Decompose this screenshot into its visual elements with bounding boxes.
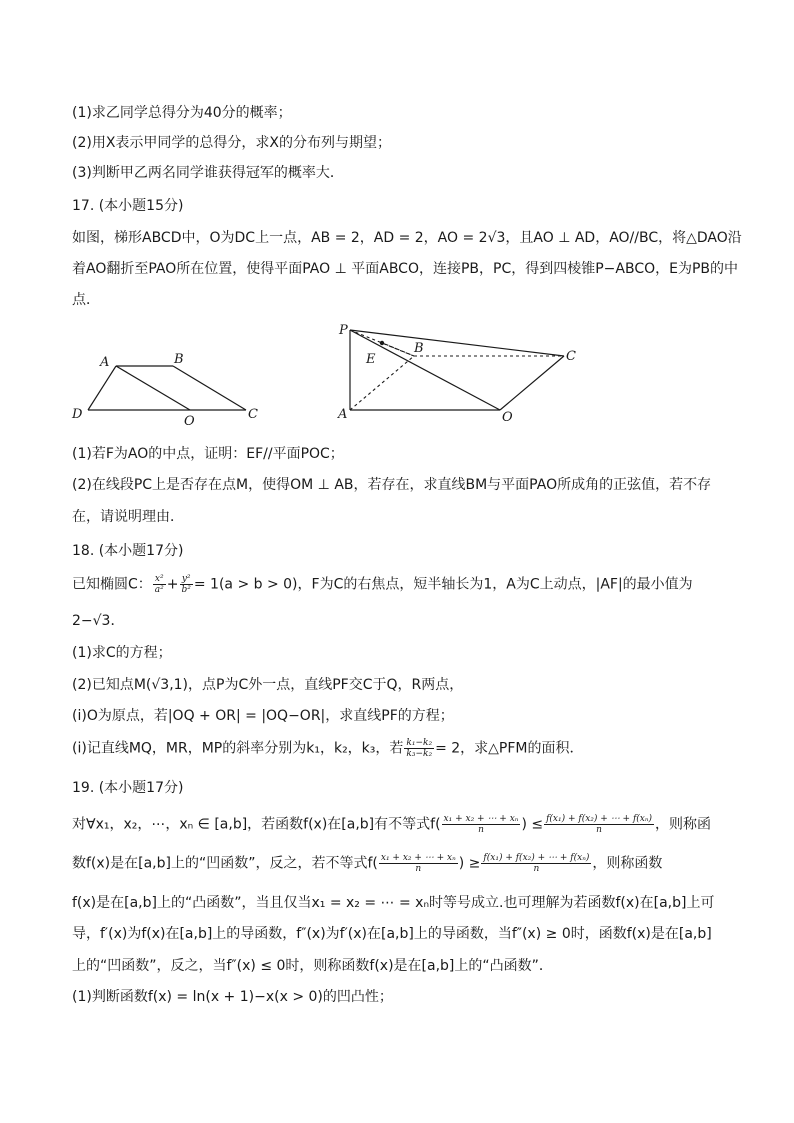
q16-part2: (2)用X表示甲同学的总得分，求X的分布列与期望；: [72, 135, 392, 151]
fraction-mean-f-2: $\frac{\text{f(x₁) + f(x₂) + ⋯ + f(xₙ)}}{n}$: [483, 853, 590, 874]
q17-part2-line1: (2)在线段PC上是否存在点M，使得OM ⊥ AB，若存在，求直线BM与平面PAO所成角的正弦值，若不存: [72, 477, 712, 493]
q16-part1: (1)求乙同学总得分为40分的概率；: [72, 105, 292, 121]
q18-stem-line1: [72, 574, 693, 595]
fig1-label-D: D: [72, 407, 83, 422]
fig2-label-A: A: [338, 407, 348, 422]
q19-part1: (1)判断函数f(x) = ln(x + 1)−x(x > 0)的凹凸性；: [72, 989, 393, 1005]
trapezoid-figure: [66, 346, 276, 428]
q19-line2-suffix: ，则称函数: [592, 855, 663, 872]
q18-header: 18. (本小题17分): [72, 543, 184, 559]
q18-part2-i: (i)O为原点，若|OQ + OR| = |OQ−OR|，求直线PF的方程；: [72, 708, 454, 724]
q18-part2-ii-suffix: = 2，求△PFM的面积．: [435, 740, 584, 757]
q19-line3: f(x)是在[a,b]上的“凸函数”，当且仅当x₁ = x₂ = ⋯ = xₙ时等号成立.也可理解为若函数f(x)在[a,b]上可: [72, 895, 715, 911]
q19-line1-prefix: 对∀x₁，x₂，⋯，xₙ ∈ [a,b]，若函数f(x)在[a,b]有不等式f(: [72, 816, 441, 833]
q18-part2-ii: [72, 738, 584, 759]
fig1-label-C: C: [248, 407, 258, 422]
q17-part2-line2: 在，请说明理由．: [72, 509, 184, 525]
fig2-label-O: O: [502, 410, 513, 425]
fraction-k-slopes: $\frac{\text{k₁−k₂}}{\text{k₃−k₂}}$: [406, 738, 433, 759]
q17-part1: (1)若F为AO的中点，证明：EF//平面POC；: [72, 446, 344, 462]
q17-header: 17. (本小题15分): [72, 198, 184, 214]
fig1-label-B: B: [174, 352, 184, 367]
fig2-label-B: B: [414, 341, 424, 356]
fig2-label-E: E: [366, 352, 376, 367]
plus-sign: +: [166, 576, 179, 593]
q19-line4: 导，f′(x)为f(x)在[a,b]上的导函数，f″(x)为f′(x)在[a,b]上的导函数，当f″(x) ≥ 0时，函数f(x)是在[a,b]: [72, 926, 712, 942]
q16-part3: (3)判断甲乙两名同学谁获得冠军的概率大．: [72, 165, 344, 181]
q17-stem-line2: 着AO翻折至PAO所在位置，使得平面PAO ⊥ 平面ABCO，连接PB，PC，得到四棱锥P−ABCO，E为PB的中: [72, 261, 739, 277]
q19-line1-le: ) ≤: [521, 816, 544, 833]
q18-part2-ii-prefix: (i)记直线MQ，MR，MP的斜率分别为k₁，k₂，k₃，若: [72, 740, 404, 757]
q18-stem-line2: 2−√3．: [72, 613, 125, 629]
fraction-y2-b2: $\frac{\text{y²}}{\text{b²}}$: [181, 574, 191, 595]
q19-line5: 上的“凹函数”，反之，当f″(x) ≤ 0时，则称函数f(x)是在[a,b]上的“凸函数”．: [72, 958, 553, 974]
q19-line1: [72, 814, 711, 835]
q18-part2: (2)已知点M(√3,1)，点P为C外一点，直线PF交C于Q，R两点，: [72, 677, 464, 693]
fig1-label-A: A: [100, 355, 110, 370]
q19-header: 19. (本小题17分): [72, 780, 184, 796]
q19-line2-prefix: 数f(x)是在[a,b]上的“凹函数”，反之，若不等式f(: [72, 855, 378, 872]
fraction-mean-x: $\frac{\text{x₁ + x₂ + ⋯ + xₙ}}{n}$: [443, 814, 519, 835]
q17-stem-line1: 如图，梯形ABCD中，O为DC上一点，AB = 2，AD = 2，AO = 2√3，且AO ⊥ AD，AO//BC，将△DAO沿: [72, 230, 742, 246]
fraction-x2-a2: $\frac{\text{x²}}{\text{a²}}$: [154, 574, 164, 595]
fig2-label-C: C: [566, 349, 576, 364]
q18-stem-suffix: = 1(a > b > 0)，F为C的右焦点，短半轴长为1，A为C上动点，|AF|的最小值为: [193, 576, 693, 593]
q17-stem-line3: 点．: [72, 292, 100, 308]
fraction-mean-f: $\frac{\text{f(x₁) + f(x₂) + ⋯ + f(xₙ)}}{n}$: [546, 814, 653, 835]
fig2-label-P: P: [339, 323, 348, 338]
fig1-label-O: O: [184, 414, 195, 428]
fraction-mean-x-2: $\frac{\text{x₁ + x₂ + ⋯ + xₙ}}{n}$: [380, 853, 456, 874]
q19-line1-suffix: ，则称函: [655, 816, 712, 833]
q19-line2: [72, 853, 662, 874]
q18-stem-prefix: 已知椭圆C：: [72, 576, 152, 593]
q19-line2-ge: ) ≥: [458, 855, 481, 872]
q18-part1: (1)求C的方程；: [72, 645, 172, 661]
pyramid-figure: [332, 318, 592, 428]
